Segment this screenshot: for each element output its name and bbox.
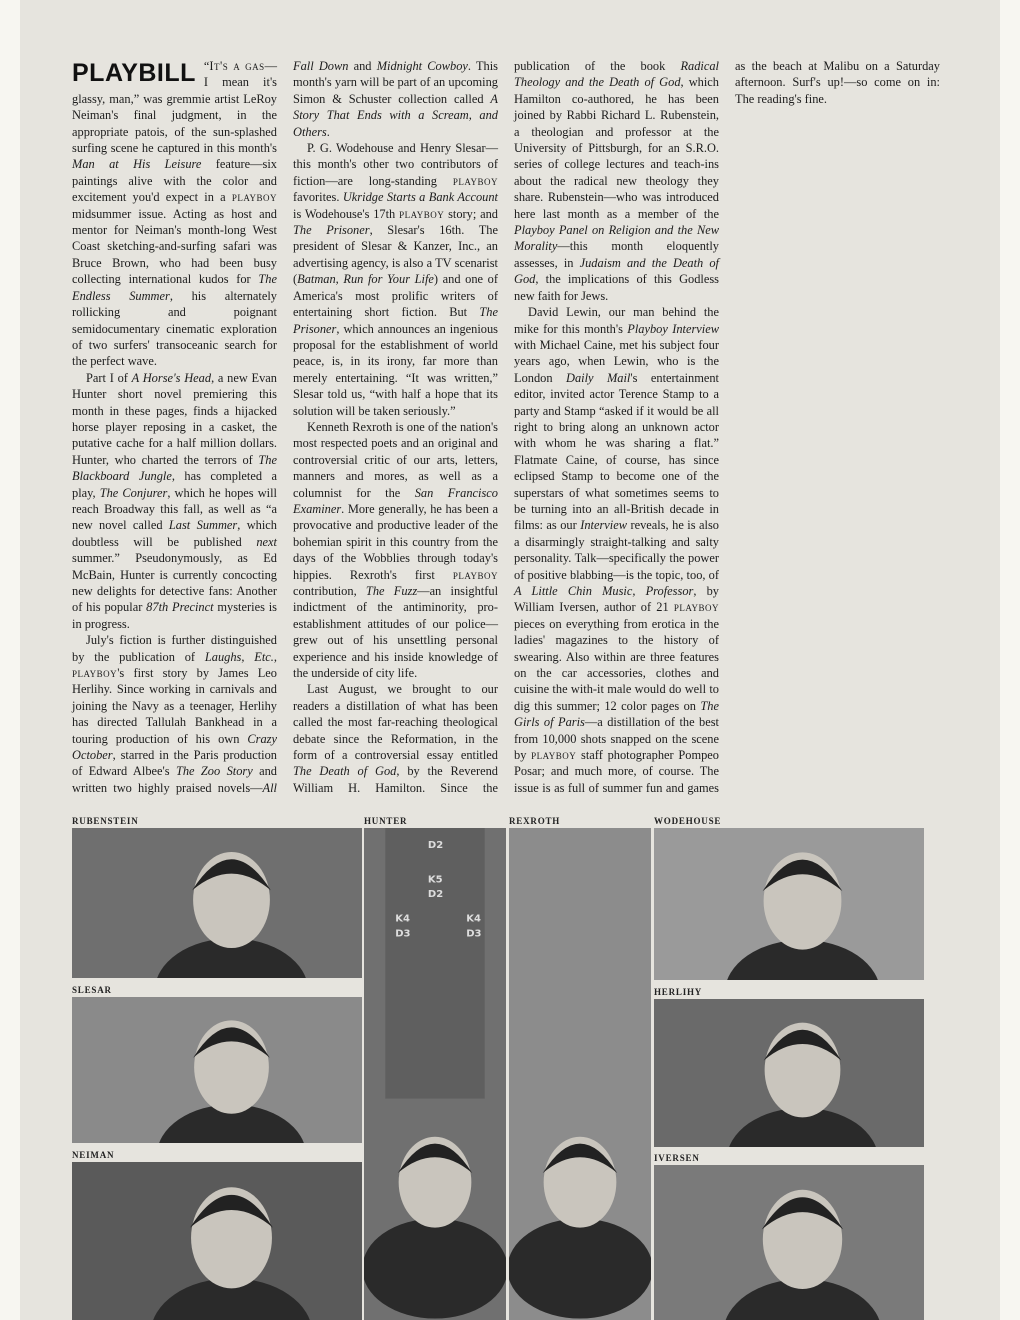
magazine-page: [20, 0, 1000, 1320]
playbill-article: [72, 58, 940, 803]
text-run: ) and one of America's most prolific writers of entertaining short fiction. But: [293, 272, 498, 320]
photo-label-slesar: SLESAR: [72, 985, 112, 995]
title-run: Judaism and the Death of God: [514, 255, 719, 287]
photo-label-hunter: HUNTER: [364, 816, 408, 826]
portrait-image: [509, 828, 651, 1320]
article-paragraph: [72, 58, 277, 370]
text-run: . This month's yarn will be part of an upcoming Simon & Schuster collection called: [293, 59, 498, 106]
text-run: contribution,: [293, 584, 366, 598]
text-run: “: [203, 59, 210, 73]
text-run: , by William Iversen, author of 21: [514, 584, 719, 615]
article-paragraph: [72, 370, 277, 633]
title-run: next: [256, 534, 277, 549]
article-paragraph: [293, 419, 498, 682]
title-run: The Death of God: [293, 764, 397, 779]
portrait-image: [72, 1162, 362, 1320]
title-run: Daily Mail: [566, 370, 631, 385]
title-run: Last Summer: [168, 518, 238, 533]
photo-neiman: [72, 1162, 362, 1320]
smallcaps-run: playboy: [452, 567, 498, 582]
text-run: and: [348, 59, 377, 73]
text-run: , which announces an ingenious proposal for the establishment of world peace, is, in its irony, far more than merely entertaining. “It was written,” Slesar told us, “with half a hope that its solution will be taken seriously.”: [293, 321, 498, 418]
title-run: Interview: [580, 518, 627, 533]
title-run: The Prisoner: [293, 305, 498, 336]
title-run: A Little Chin Music, Professor: [514, 584, 694, 598]
title-run: The Prisoner: [293, 223, 370, 238]
title-run: The Fuzz: [365, 584, 418, 598]
text-run: and written two highly praised novels—: [72, 764, 278, 795]
title-run: Crazy October: [72, 731, 277, 763]
text-run: staff photographer Pompeo Posar; and much more, of course. The issue is as full of summer fun and games as the beach at Malibu on a Saturday afternoon. Surf's up!—so come on in: The reading's fine.: [514, 59, 940, 795]
text-run: . More generally, he has been a provocative and productive leader of the bohemian spirit in this country from the days of the Wobblies through today's hippies. Rexroth's first: [293, 501, 498, 582]
text-run: 's entertainment editor, invited actor Terence Stamp to a party and Stamp “asked if it would be all right to bring along an unknown actor with whom he was sharing a flat.” Flatmate Caine, of course, has since eclipsed Stamp to become one of the superstars of what sometimes seems to be turning into an all-British decade in films: as our: [514, 370, 719, 533]
text-run: , the implications of this Godless new faith for Jews.: [514, 272, 719, 303]
smallcaps-run: playboy: [673, 600, 719, 615]
text-run: midsummer issue. Acting as host and mentor for Neiman's month-long West Coast sketching-and-surfing safari was Bruce Brown, who had been busy collecting international kudos for: [72, 206, 277, 287]
title-run: The Conjurer: [99, 485, 168, 500]
title-run: Man at His Leisure: [72, 157, 202, 172]
board-mark: K4: [395, 913, 410, 925]
text-run: July's fiction is further distinguished by the publication of: [72, 633, 277, 664]
text-run: favorites.: [293, 190, 343, 205]
text-run: mysteries is in progress.: [72, 600, 277, 631]
photo-slesar: [72, 997, 362, 1143]
title-run: Ukridge Starts a Bank Account: [342, 190, 498, 205]
board-mark: D3: [395, 928, 411, 940]
masthead: PLAYBILL: [72, 59, 196, 87]
text-run: story; and: [444, 206, 499, 221]
portrait-image: [364, 828, 506, 1320]
article-body: [72, 58, 940, 803]
board-mark: K5: [427, 874, 443, 886]
text-run: , has completed a play,: [72, 469, 277, 500]
title-run: Laughs, Etc.: [204, 649, 274, 664]
photo-wodehouse: [654, 828, 924, 980]
board-mark: D3: [466, 928, 482, 940]
photo-rubenstein: [72, 828, 362, 978]
board-mark: K4: [466, 913, 481, 925]
smallcaps-run: playboy: [452, 173, 498, 188]
text-run: is Wodehouse's 17th: [293, 206, 400, 221]
board-mark: D2: [427, 839, 444, 851]
text-run: , by the Reverend William H. Hamilton. Since the publication of the book: [293, 59, 681, 795]
text-run: reveals, he is also a disarmingly straight-talking and salty personality. Talk—specifically the power of positive blabbing—is the topic, too, of: [514, 518, 719, 582]
title-run: San Francisco Examiner: [293, 485, 498, 516]
text-run: Kenneth Rexroth is one of the nation's most respected poets and an original and controversial critic of our arts, letters, manners and mores, as well as a columnist for the: [293, 419, 498, 500]
title-run: The Girls of Paris: [514, 698, 719, 730]
smallcaps-run: playboy: [72, 666, 118, 681]
text-run: , which doubtless will be published: [72, 518, 277, 549]
article-paragraph: [293, 140, 498, 419]
smallcaps-run: playboy: [231, 190, 277, 205]
photo-label-iversen: IVERSEN: [654, 1153, 700, 1163]
text-run: , which he hopes will reach Broadway this fall, as well as “a new novel called: [72, 485, 277, 533]
text-run: Part I of: [86, 370, 132, 385]
text-run: pieces on everything from erotica in the ladies' magazines to the history of swearing. Also within are three features on the car accessories, clothes and cuisine the with-it male would do well to dig this summer; 12 color pages on: [514, 616, 719, 713]
title-run: Batman, Run for Your Life: [297, 272, 434, 287]
text-run: , Slesar's 16th. The president of Slesar & Kanzer, Inc., an advertising agency, is also a TV scenarist (: [293, 223, 498, 287]
portrait-image: [654, 828, 924, 980]
portrait-image: [72, 828, 362, 978]
text-run: 's first story by James Leo Herlihy. Since working in carnivals and joining the Navy as a teenager, Herlihy has directed Tallulah Bankhead in a touring production of his own: [72, 666, 277, 746]
text-run: —a distillation of the best from 10,000 shots snapped on the scene by: [514, 715, 719, 763]
title-run: A Horse's Head: [131, 370, 212, 385]
title-run: 87th Precinct: [146, 600, 214, 615]
text-run: —an insightful indictment of the antiminority, pro-establishment attitudes of our police—grew out of his unsettling personal experience and his inside knowledge of the underside of city life.: [293, 584, 499, 681]
text-run: .: [326, 124, 330, 139]
smallcaps-run: playboy: [399, 206, 445, 221]
text-run: summer.” Pseudonymously, as Ed McBain, Hunter is currently concocting new delights for detective fans: Another of his popular: [72, 551, 277, 615]
photo-label-neiman: NEIMAN: [72, 1150, 115, 1160]
photo-label-rubenstein: RUBENSTEIN: [72, 816, 139, 826]
photo-label-herlihy: HERLIHY: [654, 987, 703, 997]
text-run: P. G. Wodehouse and Henry Slesar—this month's other two contributors of fiction—are long-standing: [293, 141, 498, 188]
text-run: , which Hamilton co-authored, he has been joined by Rabbi Richard L. Rubenstein, a theologian and professor at the University of Pittsburgh, for an S.R.O. series of college lectures and teach-ins about the radical new theology they share. Rubenstein—who was introduced here last month as a member of the: [514, 75, 719, 221]
portrait-image: [654, 999, 924, 1147]
photo-iversen: [654, 1165, 924, 1320]
title-run: All Fall Down: [262, 59, 349, 795]
text-run: Last August, we brought to our readers a distillation of what has been called the most far-reaching theological debate since the Reformation, in the form of a controversial essay entitled: [293, 682, 498, 763]
smallcaps-run: playboy: [531, 748, 577, 763]
photo-label-wodehouse: WODEHOUSE: [654, 816, 722, 826]
text-run: , starred in the Paris production of Edward Albee's: [72, 748, 277, 779]
smallcaps-run: It's a gas: [209, 59, 265, 73]
portrait-image: [654, 1165, 924, 1320]
text-run: , his alternately rollicking and poignant semidocumentary cinematic exploration of two surfers' transoceanic search for the perfect wave.: [72, 288, 277, 369]
photo-herlihy: [654, 999, 924, 1147]
title-run: Playboy Panel on Religion and the New Morality: [514, 223, 719, 254]
photo-hunter: [364, 828, 506, 1320]
title-run: Playboy Interview: [627, 321, 719, 336]
text-run: feature—six paintings alive with the color and excitement you'd expect in a: [72, 157, 277, 205]
title-run: Radical Theology and the Death of God: [514, 59, 719, 90]
title-run: The Blackboard Jungle: [72, 452, 277, 484]
title-run: The Zoo Story: [175, 764, 253, 779]
text-run: David Lewin, our man behind the mike for this month's: [514, 305, 719, 336]
portrait-image: [72, 997, 362, 1143]
title-run: A Story That Ends with a Scream, and Others: [293, 91, 498, 139]
text-run: , a new Evan Hunter short novel premiering this month in these pages, finds a hijacked horse player reposing in a casket, the putative cache for a half million dollars. Hunter, who charted the terrors of: [72, 370, 278, 467]
text-run: —this month eloquently assesses, in: [514, 239, 719, 270]
text-run: —I mean it's glassy, man,” was gremmie artist LeRoy Neiman's final judgment, in the appropriate patois, of the sun-splashed surfing scene he captured in this month's: [72, 59, 277, 156]
board-mark: D2: [427, 889, 444, 901]
title-run: Midnight Cowboy: [376, 59, 468, 73]
photo-rexroth: [509, 828, 651, 1320]
title-run: The Endless Summer: [72, 272, 277, 303]
text-run: with Michael Caine, met his subject four years ago, when Lewin, who is the London: [514, 337, 719, 385]
text-run: ,: [273, 649, 277, 664]
photo-label-rexroth: REXROTH: [509, 816, 561, 826]
